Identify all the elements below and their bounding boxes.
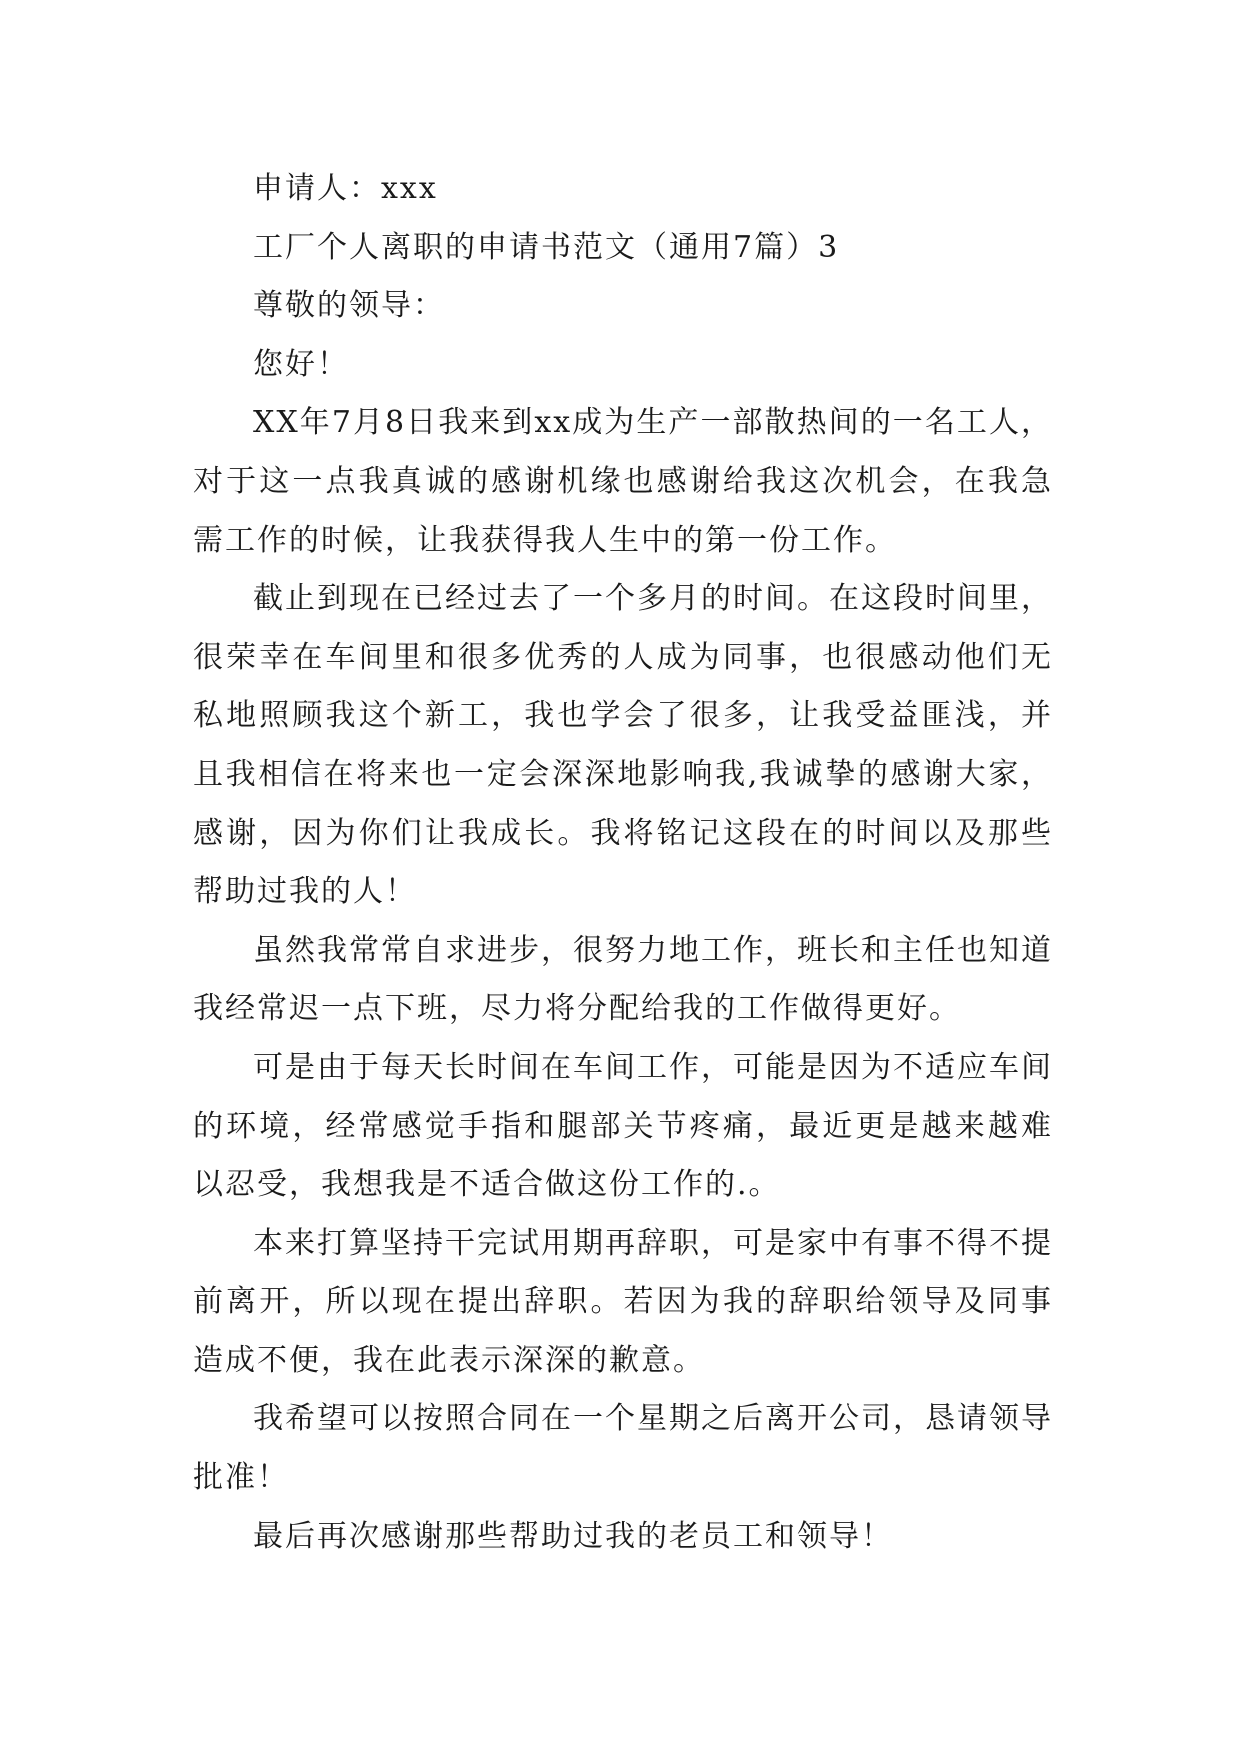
document-body (193, 160, 1053, 1566)
body-paragraph: XX年7月8日我来到xx成为生产一部散热间的一名工人，对于这一点我真诚的感谢机缘也感谢给我这次机会，在我急需工作的时候，让我获得我人生中的第一份工作。 (193, 405, 1053, 558)
closing-paragraph: 最后再次感谢那些帮助过我的老员工和领导！ (253, 1518, 893, 1554)
body-paragraph: 截止到现在已经过去了一个多月的时间。在这段时间里，很荣幸在车间里和很多优秀的人成为同事，也很感动他们无私地照顾我这个新工，我也学会了很多，让我受益匪浅，并且我相信在将来也一定会深深地影响我,我诚挚的感谢大家，感谢，因为你们让我成长。我将铭记这段在的时间以及那些帮助过我的人！ (193, 581, 1053, 910)
applicant-line: 申请人：xxx (253, 171, 438, 206)
body-paragraph: 可是由于每天长时间在车间工作，可能是因为不适应车间的环境，经常感觉手指和腿部关节疼痛，最近更是越来越难以忍受，我想我是不适合做这份工作的.。 (193, 1049, 1053, 1203)
body-paragraph: 虽然我常常自求进步，很努力地工作，班长和主任也知道我经常迟一点下班，尽力将分配给我的工作做得更好。 (193, 932, 1053, 1027)
salutation: 尊敬的领导： (253, 288, 445, 324)
document-title: 工厂个人离职的申请书范文（通用7篇）3 (253, 229, 840, 265)
greeting: 您好！ (253, 346, 349, 382)
body-paragraph: 我希望可以按照合同在一个星期之后离开公司，恳请领导批准！ (193, 1401, 1053, 1496)
body-paragraph: 本来打算坚持干完试用期再辞职，可是家中有事不得不提前离开，所以现在提出辞职。若因为我的辞职给领导及同事造成不便，我在此表示深深的歉意。 (193, 1225, 1053, 1378)
